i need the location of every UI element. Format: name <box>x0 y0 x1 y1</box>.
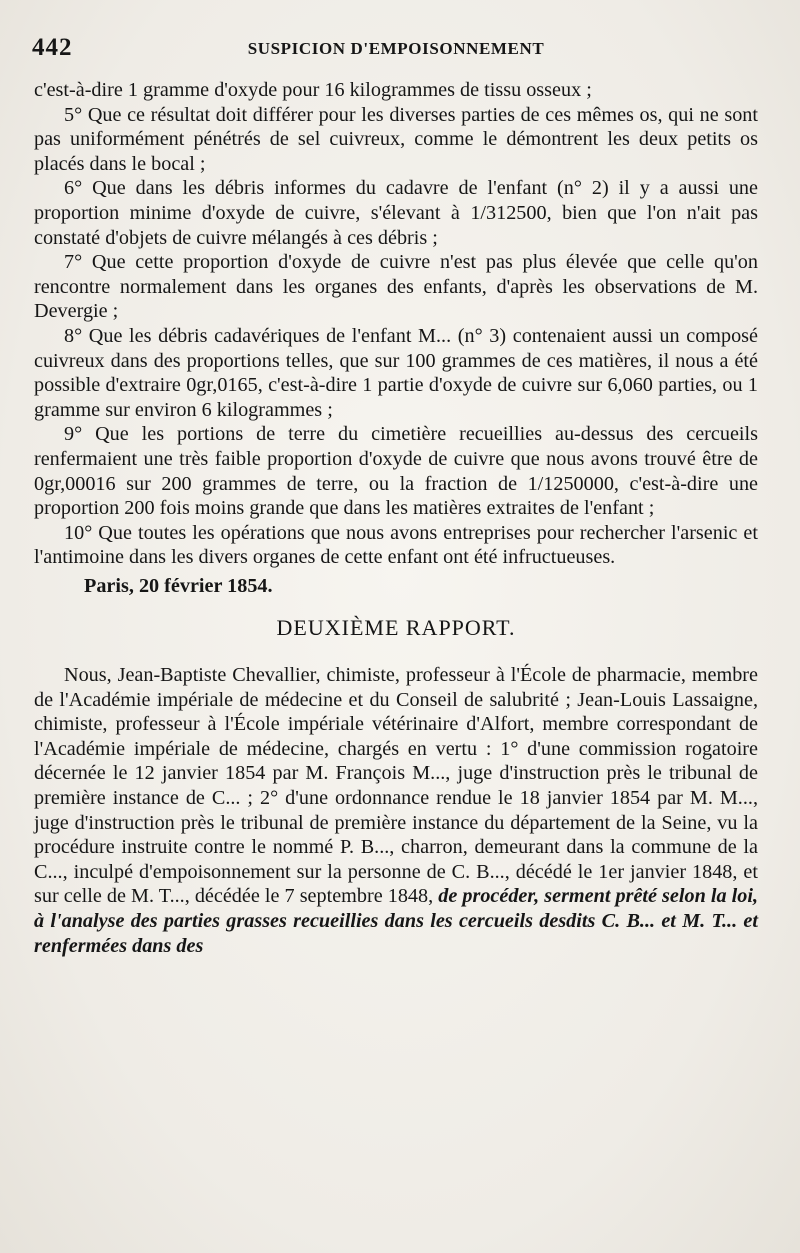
paragraph-item-10: 10° Que toutes les opérations que nous avons entreprises pour rechercher l'arsenic et l'antimoine dans les divers organes de cette enfant ont été infructueuses. <box>34 521 758 569</box>
paragraph-item-9: 9° Que les portions de terre du cimetière recueillies au-dessus des cercueils renfermaient une très faible proportion d'oxyde de cuivre que nous avons trouvé être de 0gr,00016 sur 200 grammes de terre, ou la fraction de 1/1250000, c'est-à-dire une proportion 200 fois moins grande que dans les matières extraites de l'enfant ; <box>34 423 758 520</box>
rapport-text: Nous, Jean-Baptiste Chevallier, chimiste, professeur à l'École de pharmacie, membre de l'Académie impériale de médecine et du Conseil de salubrité ; Jean-Louis Lassaigne, chimiste, professeur à l'École impériale vétérinaire d'Alfort, membre correspondant de l'Académie impériale de médecine, chargés en vertu : 1° d'une commission rogatoire décernée le 12 janvier 1854 par M. François M..., juge d'instruction près le tribunal de première instance de C... ; 2° d'une ordonnance rendue le 18 janvier 1854 par M. M..., juge d'instruction près le tribunal de première instance du département de la Seine, vu la procédure instruite contre le nommé P. B..., charron, demeurant dans la commune de la C..., inculpé d'empoisonnement sur la personne de C. B..., décédé le 1er janvier 1848, et sur celle de M. T..., décédée le 7 septembre 1848, <box>34 664 758 908</box>
paragraph-rapport <box>34 663 758 958</box>
running-head: SUSPICION D'EMPOISONNEMENT <box>247 39 545 58</box>
section-heading: DEUXIÈME RAPPORT. <box>276 615 516 641</box>
page-body <box>34 78 758 958</box>
signature-line: Paris, 20 février 1854. <box>84 574 273 597</box>
page-number: 442 <box>32 34 73 61</box>
page-header <box>32 34 760 64</box>
paragraph-item-7: 7° Que cette proportion d'oxyde de cuivre n'est pas plus élevée que celle qu'on rencontre normalement dans les organes des enfants, d'après les observations de M. Devergie ; <box>34 251 758 323</box>
paragraph-item-5: 5° Que ce résultat doit différer pour les diverses parties de ces mêmes os, qui ne sont pas uniformément pénétrés de sel cuivreux, comme le démontrent les deux petits os placés dans le bocal ; <box>34 103 758 175</box>
paragraph-item-6: 6° Que dans les débris informes du cadavre de l'enfant (n° 2) il y a aussi une proportion minime d'oxyde de cuivre, s'élevant à 1/312500, bien que l'on n'ait pas constaté d'objets de cuivre mélangés à ces débris ; <box>34 177 758 249</box>
paragraph-continuation: c'est-à-dire 1 gramme d'oxyde pour 16 kilogrammes de tissu osseux ; <box>34 79 592 101</box>
rapport-italic-text: de procéder, serment prêté selon la loi, à l'analyse des parties grasses recueillies dans les cercueils desdits C. B... et M. T... et renfermées dans des <box>34 885 759 957</box>
paragraph-item-8: 8° Que les débris cadavériques de l'enfant M... (n° 3) contenaient aussi un composé cuivreux dans des proportions telles, que sur 100 grammes de ces matières, il nous a été possible d'extraire 0gr,0165, c'est-à-dire 1 partie d'oxyde de cuivre sur 6,060 parties, ou 1 gramme sur environ 6 kilogrammes ; <box>34 324 758 421</box>
